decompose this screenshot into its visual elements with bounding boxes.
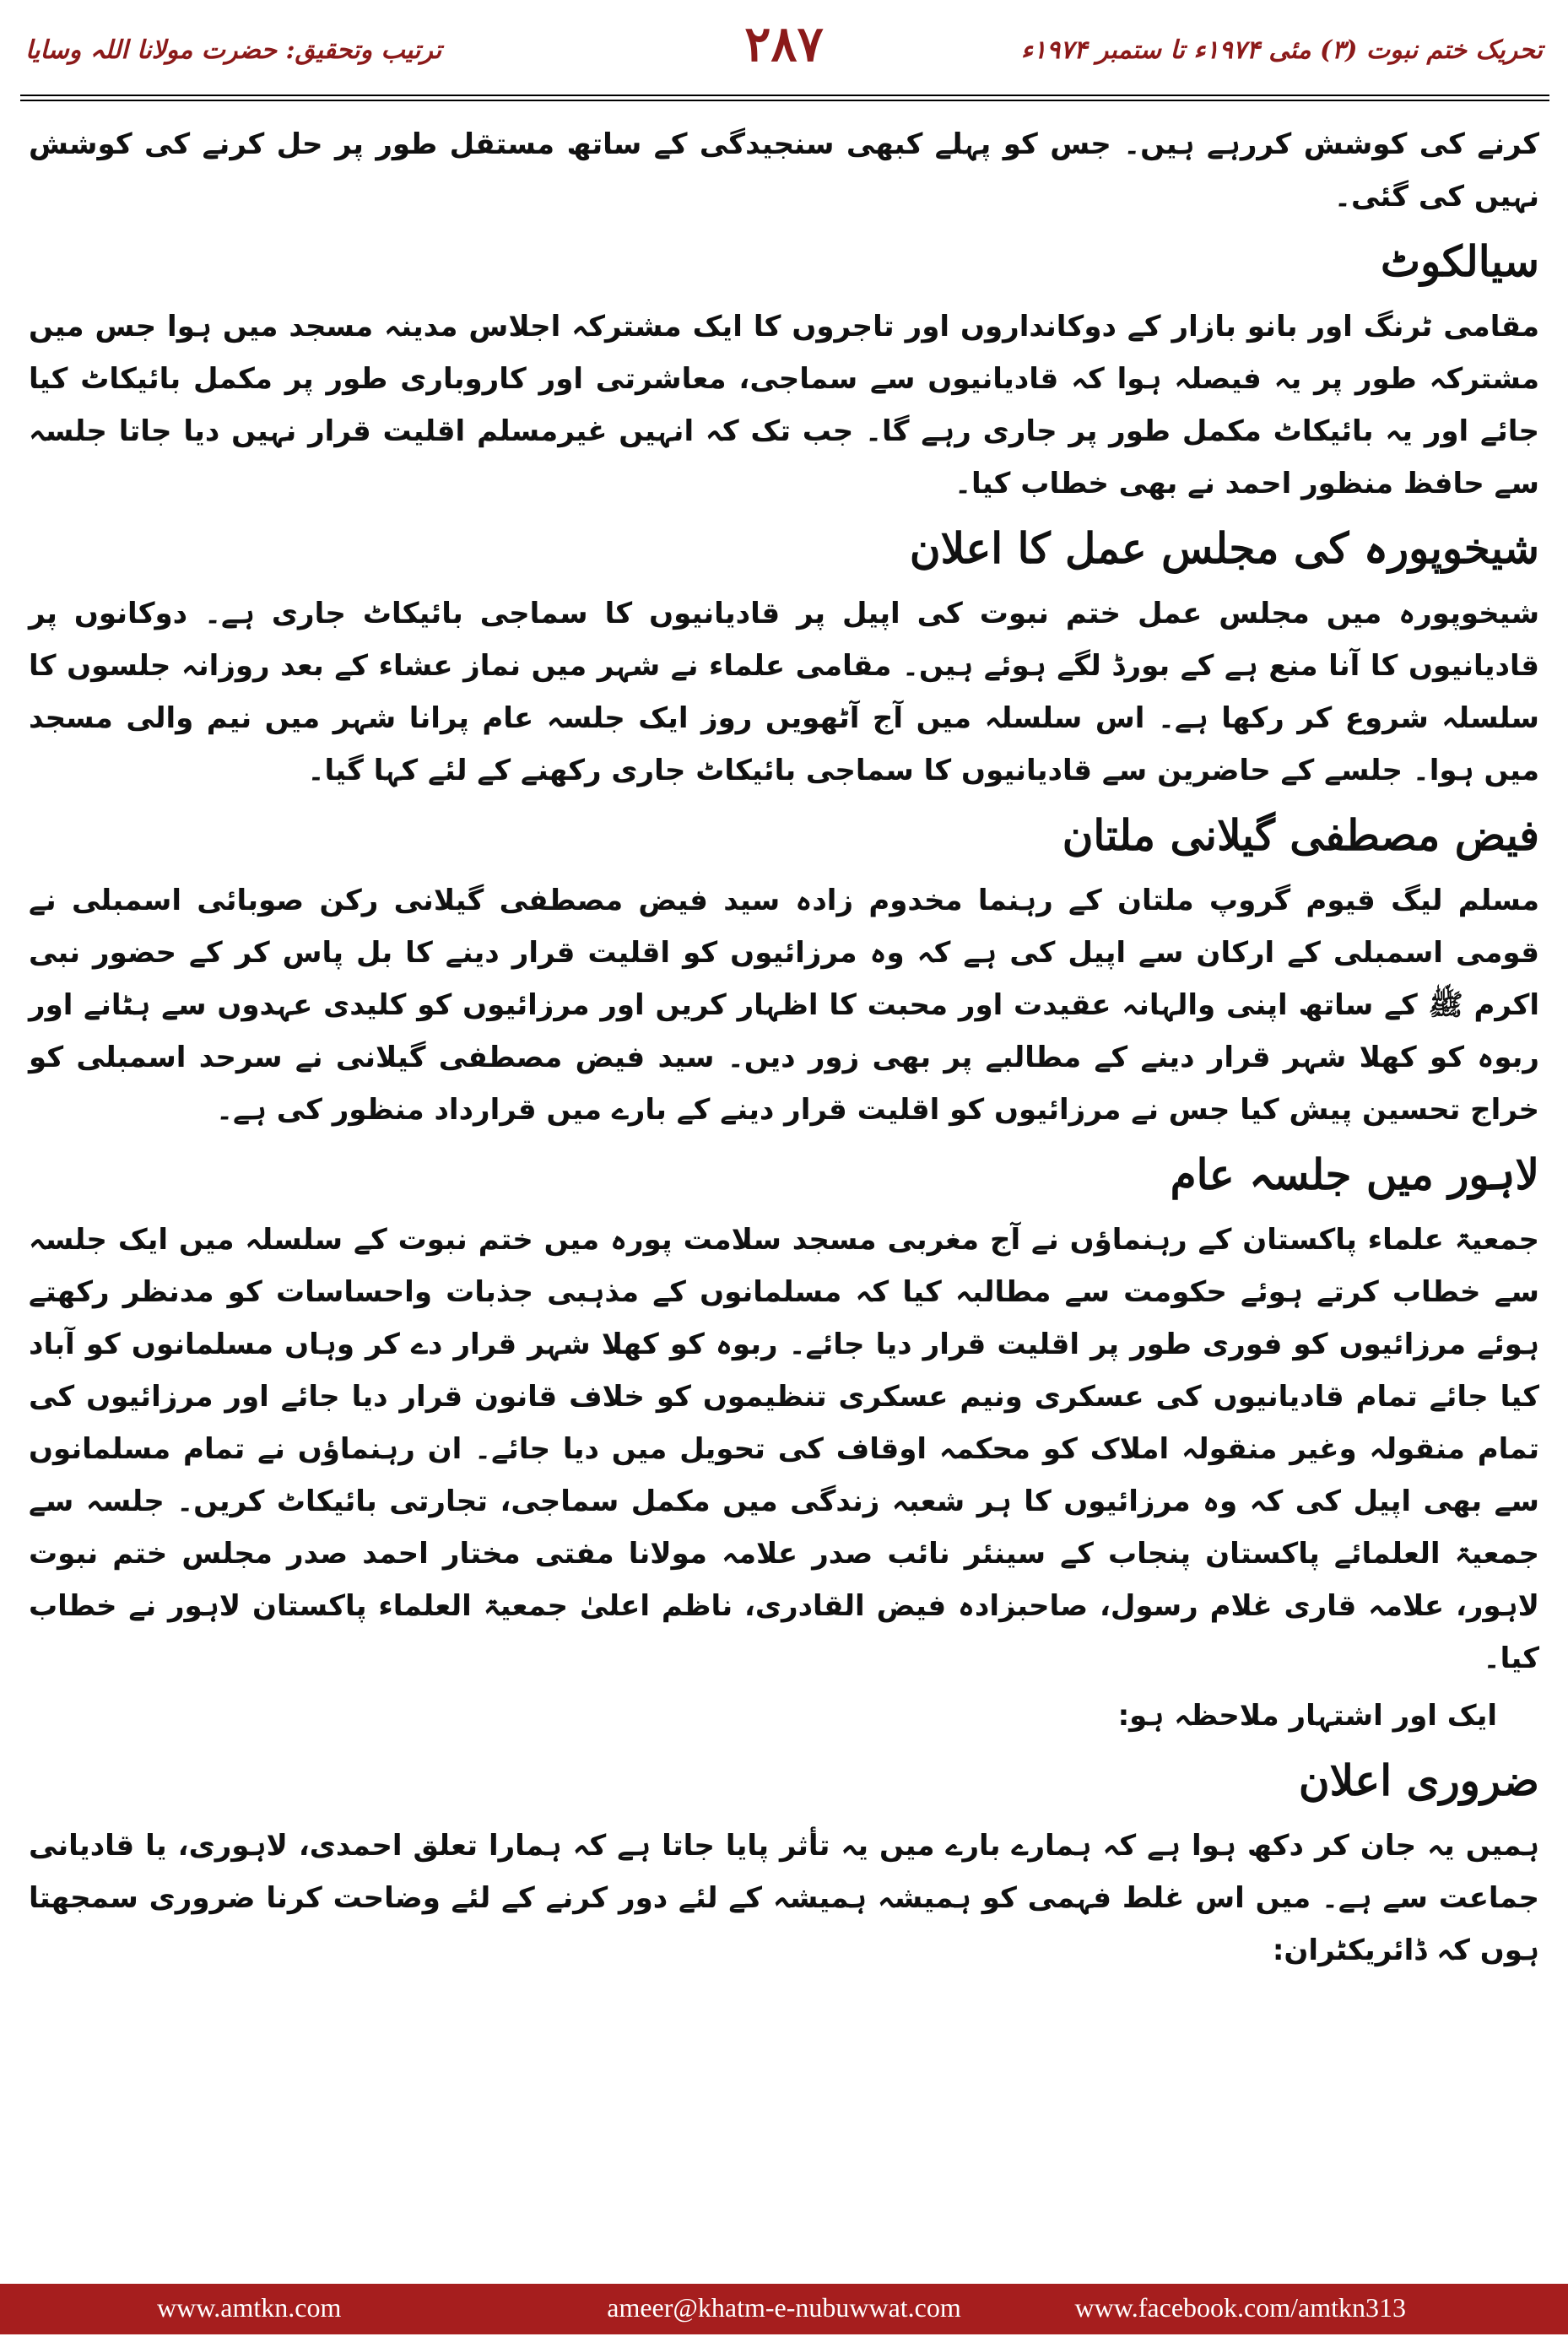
page-body <box>29 118 1539 2228</box>
section-heading-sialkot: سیالکوٹ <box>1381 236 1539 286</box>
website-link[interactable]: www.amtkn.com <box>157 2292 342 2323</box>
section-heading-announcement: ضروری اعلان <box>1298 1755 1539 1805</box>
compiler-credit: ترتیب وتحقیق: حضرت مولانا اللہ وسایا <box>25 35 442 65</box>
paragraph-multan: مسلم لیگ قیوم گروپ ملتان کے رہنما مخدوم زادہ سید فیض مصطفی گیلانی رکن صوبائی اسمبلی نے قومی اسمبلی کے ارکان سے اپیل کی ہے کہ وہ مرزائیوں کو اقلیت قرار دینے کا بل پاس کر کے حضور نبی اکرم ﷺ کے ساتھ اپنی والہانہ عقیدت اور محبت کا اظہار کریں اور مرزائیوں کو کلیدی عہدوں سے ہٹانے اور ربوہ کو کھلا شہر قرار دینے کے مطالبے پر بھی زور دیں۔ سید فیض مصطفی گیلانی نے سرحد اسمبلی کو خراج تحسین پیش کیا جس نے مرزائیوں کو اقلیت قرار دینے کے بارے میں قرارداد منظور کی ہے۔ <box>29 884 1539 1127</box>
facebook-link[interactable]: www.facebook.com/amtkn313 <box>1074 2292 1406 2323</box>
paragraph-lahore: جمعیۃ علماء پاکستان کے رہنماؤں نے آج مغربی مسجد سلامت پورہ میں ختم نبوت کے سلسلہ میں ایک جلسہ سے خطاب کرتے ہوئے حکومت سے مطالبہ کیا کہ مسلمانوں کے مذہبی جذبات واحساسات کو مدنظر رکھتے ہوئے مرزائیوں کو فوری طور پر اقلیت قرار دیا جائے۔ ربوہ کو کھلا شہر قرار دے کر وہاں مسلمانوں کو آباد کیا جائے تمام قادیانیوں کی عسکری ونیم عسکری تنظیموں کو خلاف قانون قرار دیا جائے اور مرزائیوں کی تمام منقولہ وغیر منقولہ املاک کو محکمہ اوقاف کی تحویل میں دیا جائے۔ ان رہنماؤں نے تمام مسلمانوں سے بھی اپیل کی کہ وہ مرزائیوں کا ہر شعبہ زندگی میں مکمل سماجی، تجارتی بائیکاٹ کریں۔ جلسہ سے جمعیۃ العلمائے پاکستان پنجاب کے سینئر نائب صدر علامہ مولانا مفتی مختار احمد صدر مجلس ختم نبوت لاہور، علامہ قاری غلام رسول، صاحبزادہ فیض القادری، ناظم اعلیٰ جمعیۃ العلماء پاکستان لاہور نے خطاب کیا۔ <box>29 1223 1539 1675</box>
paragraph-announcement: ہمیں یہ جان کر دکھ ہوا ہے کہ ہمارے بارے میں یہ تأثر پایا جاتا ہے کہ ہمارا تعلق احمدی، لاہوری، یا قادیانی جماعت سے ہے۔ میں اس غلط فہمی کو ہمیشہ ہمیشہ کے لئے دور کرنے کے لئے وضاحت کرنا ضروری سمجھتا ہوں کہ ڈائریکٹران: <box>29 1829 1539 1967</box>
paragraph-sialkot: مقامی ٹرنگ اور بانو بازار کے دوکانداروں اور تاجروں کا ایک مشترکہ اجلاس مدینہ مسجد میں ہوا جس میں مشترکہ طور پر یہ فیصلہ ہوا کہ قادیانیوں سے سماجی، معاشرتی اور کاروباری طور پر مکمل بائیکاٹ کیا جائے اور یہ بائیکاٹ مکمل طور پر جاری رہے گا۔ جب تک کہ انہیں غیرمسلم اقلیت قرار نہیں دیا جاتا جلسہ سے حافظ منظور احمد نے بھی خطاب کیا۔ <box>29 310 1539 500</box>
book-title: تحریک ختم نبوت (۳) مئی ۱۹۷۴ء تا ستمبر ۱۹۷۴ء <box>1020 35 1543 65</box>
section-heading-sheikhupura: شیخوپورہ کی مجلس عمل کا اعلان <box>909 523 1539 573</box>
page-footer <box>0 2284 1568 2334</box>
page-header <box>0 0 1568 84</box>
header-divider-secondary <box>20 100 1549 101</box>
intro-paragraph: کرنے کی کوشش کررہے ہیں۔ جس کو پہلے کبھی سنجیدگی کے ساتھ مستقل طور پر حل کرنے کی کوشش نہیں کی گئی۔ <box>29 127 1539 214</box>
paragraph-advert-intro: ایک اور اشتہار ملاحظہ ہو: <box>1117 1699 1497 1733</box>
paragraph-sheikhupura: شیخوپورہ میں مجلس عمل ختم نبوت کی اپیل پر قادیانیوں کا سماجی بائیکاٹ جاری ہے۔ دوکانوں پر قادیانیوں کا آنا منع ہے کے بورڈ لگے ہوئے ہیں۔ مقامی علماء نے شہر میں نماز عشاء کے بعد روزانہ جلسوں کا سلسلہ شروع کر رکھا ہے۔ اس سلسلہ میں آج آٹھویں روز ایک جلسہ عام پرانا شہر میں نیم والی مسجد میں ہوا۔ جلسے کے حاضرین سے قادیانیوں کا سماجی بائیکاٹ جاری رکھنے کے لئے کہا گیا۔ <box>29 597 1539 787</box>
header-divider <box>20 95 1549 96</box>
page-number: ۲۸۷ <box>744 15 824 73</box>
section-heading-multan: فیض مصطفی گیلانی ملتان <box>1062 810 1539 860</box>
section-heading-lahore: لاہور میں جلسہ عام <box>1170 1149 1539 1199</box>
email-link[interactable]: ameer@khatm-e-nubuwwat.com <box>607 2292 961 2323</box>
